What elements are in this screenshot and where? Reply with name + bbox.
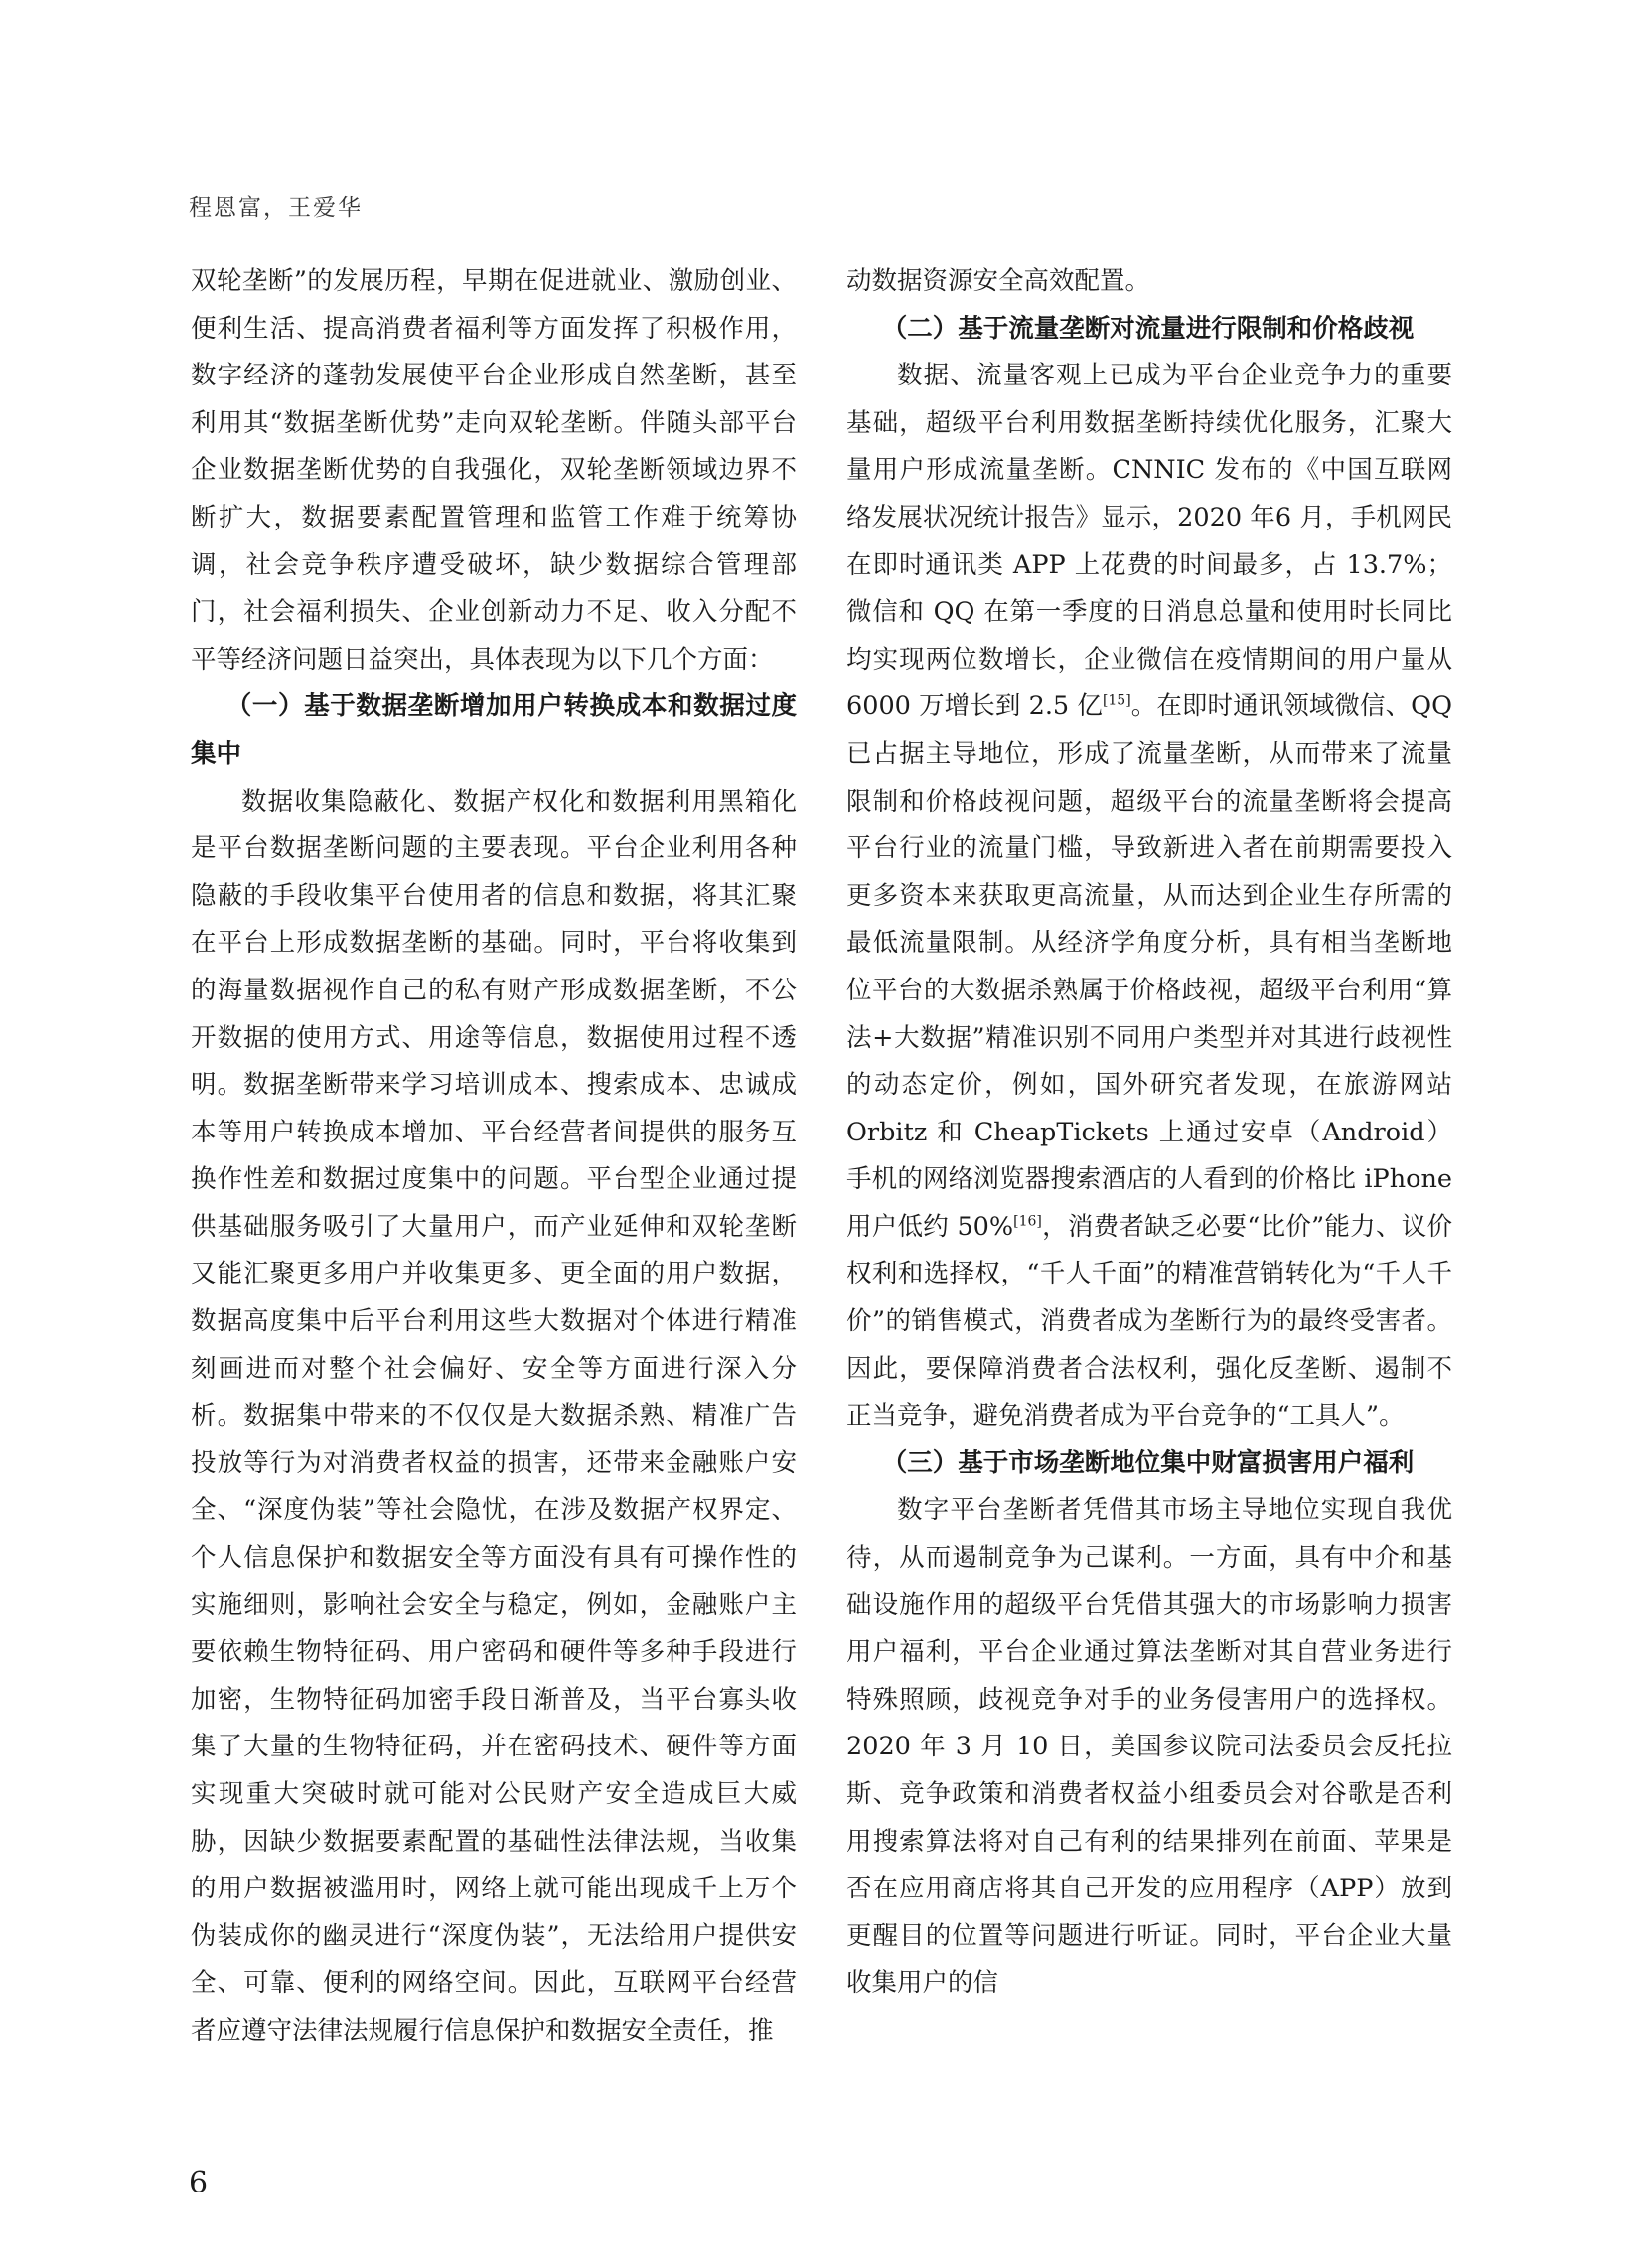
paragraph: 双轮垄断”的发展历程，早期在促进就业、激励创业、便利生活、提高消费者福利等方面发挥了积极作用，数字经济的蓬勃发展使平台企业形成自然垄断，甚至利用其“数据垄断优势”走向双轮垄断。伴随头部平台企业数据垄断优势的自我强化，双轮垄断领域边界不断扩大，数据要素配置管理和监管工作难于统筹协调，社会竞争秩序遭受破坏，缺少数据综合管理部门，社会福利损失、企业创新动力不足、收入分配不平等经济问题日益突出，具体表现为以下几个方面： — [191, 266, 797, 675]
section-heading-2: （二）基于流量垄断对流量进行限制和价格歧视 — [881, 313, 1415, 344]
citation-ref: [16] — [1013, 1213, 1042, 1230]
text-run: ，消费者缺乏必要“比价”能力、议价权利和选择权，“千人千面”的精准营销转化为“千人千价”的销售模式，消费者成为垄断行为的最终受害者。因此，要保障消费者合法权利，强化反垄断、遏制不正当竞争，避免消费者成为平台竞争的“工具人”。 — [846, 1211, 1452, 1432]
text-run: 。在即时通讯领域微信、QQ 已占据主导地位，形成了流量垄断，从而带来了流量限制和价格歧视问题，超级平台的流量垄断将会提高平台行业的流量门槛，导致新进入者在前期需要投入更多资本来获取更高流量，从而达到企业生存所需的最低流量限制。从经济学角度分析，具有相当垄断地位平台的大数据杀熟属于价格歧视，超级平台利用“算法+大数据”精准识别不同用户类型并对其进行歧视性的动态定价，例如，国外研究者发现，在旅游网站 Orbitz 和 CheapTickets 上通过安卓（Android）手机的网络浏览器搜索酒店的人看到的价格比 iPhone 用户低约 50% — [846, 691, 1452, 1242]
section-heading-3: （三）基于市场垄断地位集中财富损害用户福利 — [881, 1447, 1415, 1478]
running-head-authors: 程恩富，王爱华 — [189, 195, 363, 221]
text-run: 数据、流量客观上已成为平台企业竞争力的重要基础，超级平台利用数据垄断持续优化服务，汇聚大量用户形成流量垄断。CNNIC 发布的《中国互联网络发展状况统计报告》显示，2020 年6 月，手机网民在即时通讯类 APP 上花费的时间最多，占 13.7%；微信和 QQ 在第一季度的日消息总量和使用时长同比均实现两位数增长，企业微信在疫情期间的用户量从 6000 万增长到 2.5 亿 — [846, 361, 1452, 722]
paragraph: 数字平台垄断者凭借其市场主导地位实现自我优待，从而遏制竞争为己谋利。一方面，具有中介和基础设施作用的超级平台凭借其强大的市场影响力损害用户福利，平台企业通过算法垄断对其自营业务进行特殊照顾，歧视竞争对手的业务侵害用户的选择权。2020 年 3 月 10 日，美国参议院司法委员会反托拉斯、竞争政策和消费者权益小组委员会对谷歌是否利用搜索算法将对自己有利的结果排列在前面、苹果是否在应用商店将其自己开发的应用程序（APP）放到更醒目的位置等问题进行听证。同时，平台企业大量收集用户的信 — [846, 1495, 1452, 1999]
paragraph: 数据收集隐蔽化、数据产权化和数据利用黑箱化是平台数据垄断问题的主要表现。平台企业利用各种隐蔽的手段收集平台使用者的信息和数据，将其汇聚在平台上形成数据垄断的基础。同时，平台将收集到的海量数据视作自己的私有财产形成数据垄断，不公开数据的使用方式、用途等信息，数据使用过程不透明。数据垄断带来学习培训成本、搜索成本、忠诚成本等用户转换成本增加、平台经营者间提供的服务互换作性差和数据过度集中的问题。平台型企业通过提供基础服务吸引了大量用户，而产业延伸和双轮垄断又能汇聚更多用户并收集更多、更全面的用户数据，数据高度集中后平台利用这些大数据对个体进行精准刻画进而对整个社会偏好、安全等方面进行深入分析。数据集中带来的不仅仅是大数据杀熟、精准广告投放等行为对消费者权益的损害，还带来金融账户安全、“深度伪装”等社会隐忧，在涉及数据产权界定、个人信息保护和数据安全等方面没有具有可操作性的实施细则，影响社会安全与稳定，例如，金融账户主要依赖生物特征码、用户密码和硬件等多种手段进行加密，生物特征码加密手段日渐普及，当平台寡头收集了大量的生物特征码，并在密码技术、硬件等方面实现重大突破时就可能对公民财产安全造成巨大威胁，因缺少数据要素配置的基础性法律法规，当收集的用户数据被滥用时，网络上就可能出现成千上万个伪装成你的幽灵进行“深度伪装”，无法给用户提供安全、可靠、便利的网络空间。因此，互联网平台经营者应遵守法律法规履行信息保护和数据安全责任，推 — [191, 786, 797, 2045]
left-column — [191, 258, 797, 2055]
citation-ref: [15] — [1102, 692, 1131, 709]
page-number: 6 — [189, 2166, 209, 2200]
section-heading-1: （一）基于数据垄断增加用户转换成本和数据过度集中 — [191, 691, 797, 769]
paragraph: 动数据资源安全高效配置。 — [846, 266, 1151, 296]
paragraph — [846, 353, 1452, 1440]
right-column — [846, 258, 1452, 2008]
